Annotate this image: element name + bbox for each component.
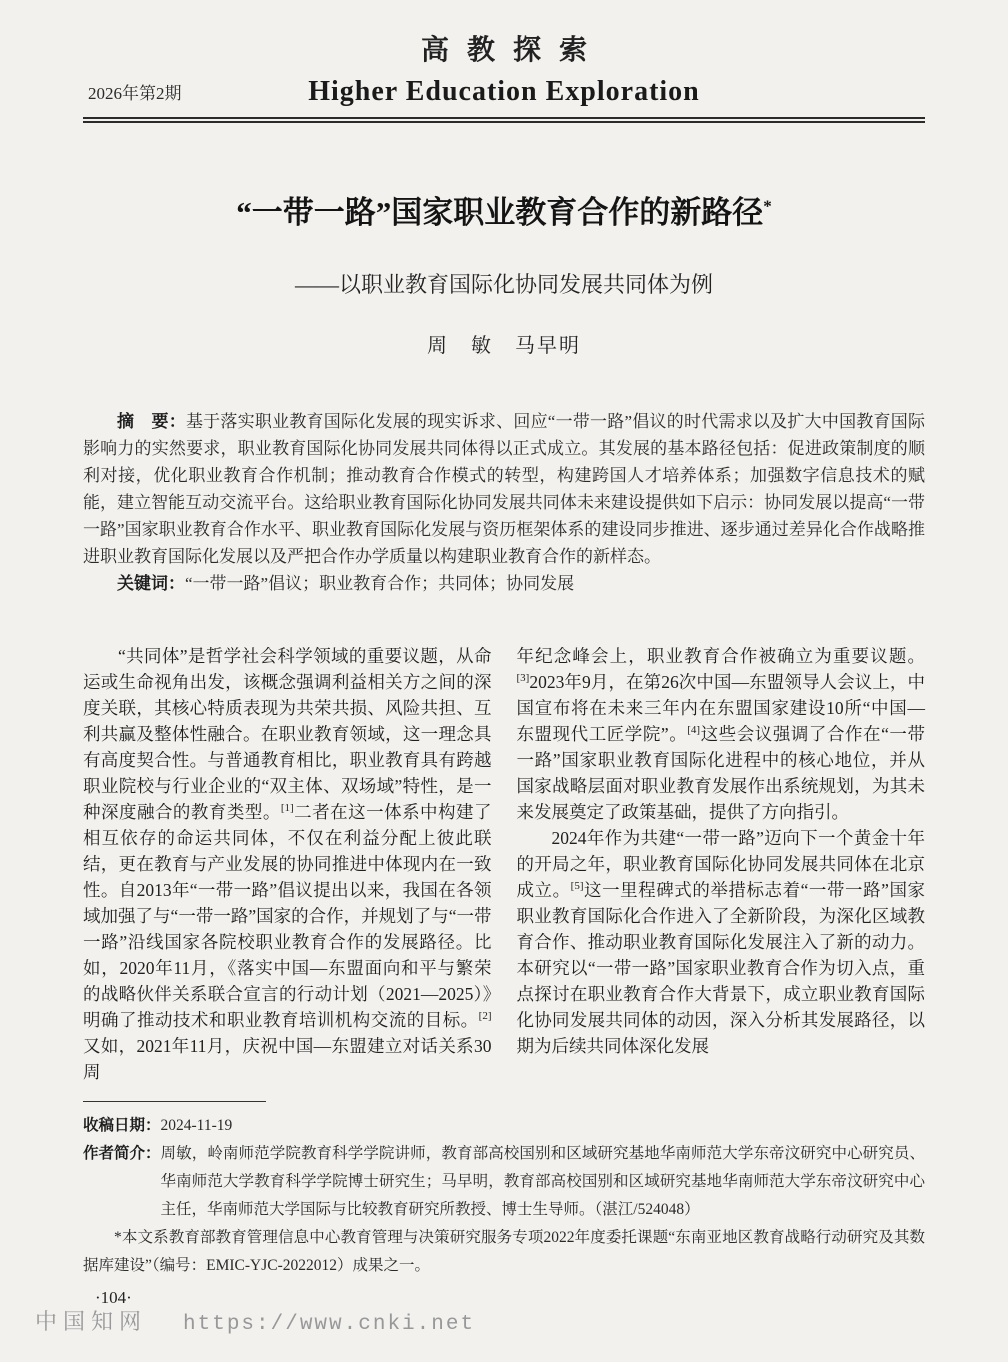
abstract-block	[83, 408, 925, 597]
body-column-left	[83, 643, 492, 1085]
article-title-text: “一带一路”国家职业教育合作的新路径	[236, 195, 764, 230]
funding-note: *本文系教育部教育管理信息中心教育管理与决策研究服务专项2022年度委托课题“东南亚地区教育战略行动研究及其数据库建设”（编号：EMIC-YJC-2022012）成果之一。	[83, 1229, 925, 1274]
received-date-line	[83, 1112, 925, 1140]
footnote-divider	[83, 1101, 266, 1102]
article-subtitle: ——以职业教育国际化协同发展共同体为例	[294, 272, 713, 297]
abstract	[83, 408, 925, 570]
journal-title-cn: 高教探索	[420, 35, 605, 66]
body-paragraph: 2024年作为共建“一带一路”迈向下一个黄金十年的开局之年，职业教育国际化协同发展共同体在北京成立。[5]这一里程碑式的举措标志着“一带一路”国家职业教育国际化合作进入了全新阶段，为深化区域教育合作、推动职业教育国际化发展注入了新的动力。本研究以“一带一路”国家职业教育合作为切入点，重点探讨在职业教育合作大背景下，成立职业教育国际化协同发展共同体的动因，深入分析其发展路径，以期为后续共同体深化发展	[516, 828, 925, 1056]
abstract-text: 基于落实职业教育国际化发展的现实诉求、回应“一带一路”倡议的时代需求以及扩大中国教育国际影响力的实然要求，职业教育国际化协同发展共同体得以正式成立。其发展的基本路径包括：促进政策制度的顺利对接，优化职业教育合作机制；推动教育合作模式的转型，构建跨国人才培养体系；加强数字信息技术的赋能，建立智能互动交流平台。这给职业教育国际化协同发展共同体未来建设提供如下启示：协同发展以提高“一带一路”国家职业教育合作水平、职业教育国际化发展与资历框架体系的建设同步推进、逐步通过差异化合作战略推进职业教育国际化发展以及严把合作办学质量以构建职业教育合作的新样态。	[83, 412, 926, 566]
keywords-text: “一带一路”倡议；职业教育合作；共同体；协同发展	[185, 574, 575, 593]
body-column-right	[517, 643, 926, 1085]
abstract-label: 摘 要：	[117, 412, 186, 431]
body-columns	[83, 643, 925, 1085]
received-date-label: 收稿日期：	[83, 1117, 161, 1134]
received-date-value: 2024-11-19	[160, 1117, 233, 1134]
page-number: ·104·	[95, 1288, 132, 1307]
author-bio-label: 作者简介：	[83, 1145, 161, 1162]
body-paragraph: “共同体”是哲学社会科学领域的重要议题，从命运或生命视角出发，该概念强调利益相关方之间的深度关联，其核心特质表现为共荣共损、风险共担、互利共赢及整体性融合。在职业教育领域，这一理念具有高度契合性。与普通教育相比，职业教育具有跨越职业院校与行业企业的“双主体、双场域”特性，是一种深度融合的教育类型。[1]二者在这一体系中构建了相互依存的命运共同体，不仅在利益分配上彼此联结，更在教育与产业发展的协同推进中体现内在一致性。自2013年“一带一路”倡议提出以来，我国在各领域加强了与“一带一路”国家的合作，并规划了与“一带一路”沿线国家各院校职业教育合作的发展路径。比如，2020年11月，《落实中国—东盟面向和平与繁荣的战略伙伴关系联合宣言的行动计划（2021—2025）》明确了推动技术和职业教育培训机构交流的目标。[2]又如，2021年11月，庆祝中国—东盟建立对话关系30周	[83, 646, 492, 1082]
article-title	[83, 187, 925, 232]
author-bio-line	[83, 1140, 925, 1224]
author-bio-text: 周敏，岭南师范学院教育科学学院讲师，教育部高校国别和区域研究基地华南师范大学东帝汶研究中心研究员、华南师范大学教育科学学院博士研究生；马早明，教育部高校国别和区域研究基地华南师范大学东帝汶研究中心主任，华南师范大学国际与比较教育研究所教授、博士生导师。（湛江/524048）	[160, 1145, 925, 1218]
header-divider	[83, 117, 925, 123]
body-paragraph: 年纪念峰会上，职业教育合作被确立为重要议题。[3]2023年9月，在第26次中国—东盟领导人会议上，中国宣布将在未来三年内在东盟国家建设10所“中国—东盟现代工匠学院”。[4]这些会议强调了合作在“一带一路”国家职业教育国际化进程中的核心地位，并从国家战略层面对职业教育发展作出系统规划，为其未来发展奠定了政策基础，提供了方向指引。	[516, 646, 925, 822]
cnki-watermark	[35, 1305, 475, 1336]
cnki-watermark-cn: 中国知网	[35, 1309, 148, 1334]
journal-title-en: Higher Education Exploration	[308, 76, 700, 107]
keywords-label: 关键词：	[117, 574, 185, 593]
keywords	[83, 570, 925, 597]
title-footnote-mark: *	[763, 196, 772, 216]
journal-header	[83, 0, 925, 108]
cnki-watermark-url: https://www.cnki.net	[183, 1313, 476, 1336]
issue-label: 2026年第2期	[88, 84, 182, 103]
authors: 周 敏 马早明	[427, 335, 581, 357]
footnote-block	[83, 1101, 925, 1280]
